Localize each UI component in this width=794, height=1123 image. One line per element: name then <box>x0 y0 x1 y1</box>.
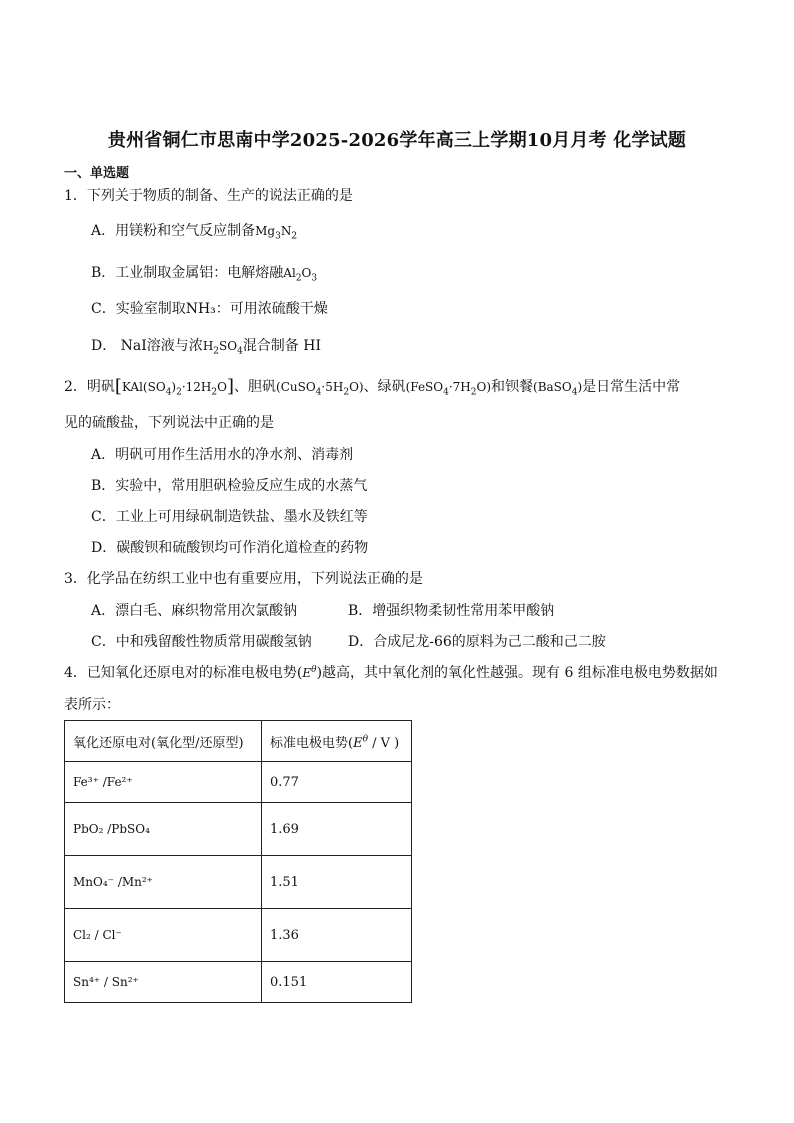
question-4-stem-line1: 4．已知氧化还原电对的标准电极电势$(E^\theta)$越高，其中氧化剂的氧化性越强。现有 6 组标准电极电势数据如 <box>64 665 718 681</box>
question-2-stem-line2: 见的硫酸盐，下列说法中正确的是 <box>64 415 274 431</box>
table-header-couple: 氧化还原电对(氧化型/还原型) <box>65 721 262 762</box>
table-row <box>65 762 412 803</box>
question-2-option-d: D．碳酸钡和硫酸钡均可作消化道检查的药物 <box>91 540 369 556</box>
question-3-option-c: C．中和残留酸性物质常用碳酸氢钠 <box>91 634 312 650</box>
table-cell-value: 0.151 <box>262 962 412 1003</box>
table-cell-couple: MnO₄⁻ /Mn²⁺ <box>65 856 262 909</box>
table-cell-couple: PbO₂ /PbSO₄ <box>65 803 262 856</box>
question-1-option-d: D． NaI溶液与浓$H_2SO_4$混合制备 HI <box>91 338 322 357</box>
table-cell-value: 1.36 <box>262 909 412 962</box>
table-header-row <box>65 721 412 762</box>
question-3-stem: 3．化学品在纺织工业中也有重要应用，下列说法正确的是 <box>64 571 423 587</box>
question-1-option-a: A．用镁粉和空气反应制备$Mg_3N_2$ <box>91 223 298 242</box>
question-2-option-c: C．工业上可用绿矾制造铁盐、墨水及铁红等 <box>91 509 368 525</box>
table-cell-couple: Sn⁴⁺ / Sn²⁺ <box>65 962 262 1003</box>
table-cell-value: 1.69 <box>262 803 412 856</box>
table-cell-couple: Cl₂ / Cl⁻ <box>65 909 262 962</box>
question-3-option-d: D．合成尼龙-66的原料为己二酸和己二胺 <box>348 634 606 650</box>
table-row <box>65 856 412 909</box>
question-3-option-b: B．增强织物柔韧性常用苯甲酸钠 <box>348 603 555 619</box>
table-cell-couple: Fe³⁺ /Fe²⁺ <box>65 762 262 803</box>
section-heading: 一、单选题 <box>64 166 130 181</box>
question-2-stem-line1: 2．明矾$[KAl(SO_4)_2\cdot 12H_2O]$、胆矾$(CuSO_4\cdot 5H_2O)$、绿矾$(FeSO_4\cdot 7H_2O)$和钡餐(BaSO$_4$)是日常生活中常 <box>64 376 681 398</box>
question-1-option-b: B．工业制取金属铝：电解熔融$Al_2O_3$ <box>91 265 318 284</box>
table-cell-value: 0.77 <box>262 762 412 803</box>
question-4-stem-line2: 表所示： <box>64 697 120 713</box>
question-1-stem: 1．下列关于物质的制备、生产的说法正确的是 <box>64 188 353 204</box>
question-2-option-b: B．实验中，常用胆矾检验反应生成的水蒸气 <box>91 478 368 494</box>
electrode-potential-table <box>64 720 412 1003</box>
question-1-option-c: C．实验室制取NH₃：可用浓硫酸干燥 <box>91 301 328 317</box>
table-header-potential: 标准电极电势($E^\theta$ / V ) <box>262 721 412 762</box>
question-3-option-a: A．漂白毛、麻织物常用次氯酸钠 <box>91 603 298 619</box>
question-2-option-a: A．明矾可用作生活用水的净水剂、消毒剂 <box>91 447 354 463</box>
table-cell-value: 1.51 <box>262 856 412 909</box>
table-row <box>65 909 412 962</box>
page-title: 贵州省铜仁市思南中学2025-2026学年高三上学期10月月考 化学试题 <box>107 130 687 151</box>
table-row <box>65 803 412 856</box>
table-row <box>65 962 412 1003</box>
